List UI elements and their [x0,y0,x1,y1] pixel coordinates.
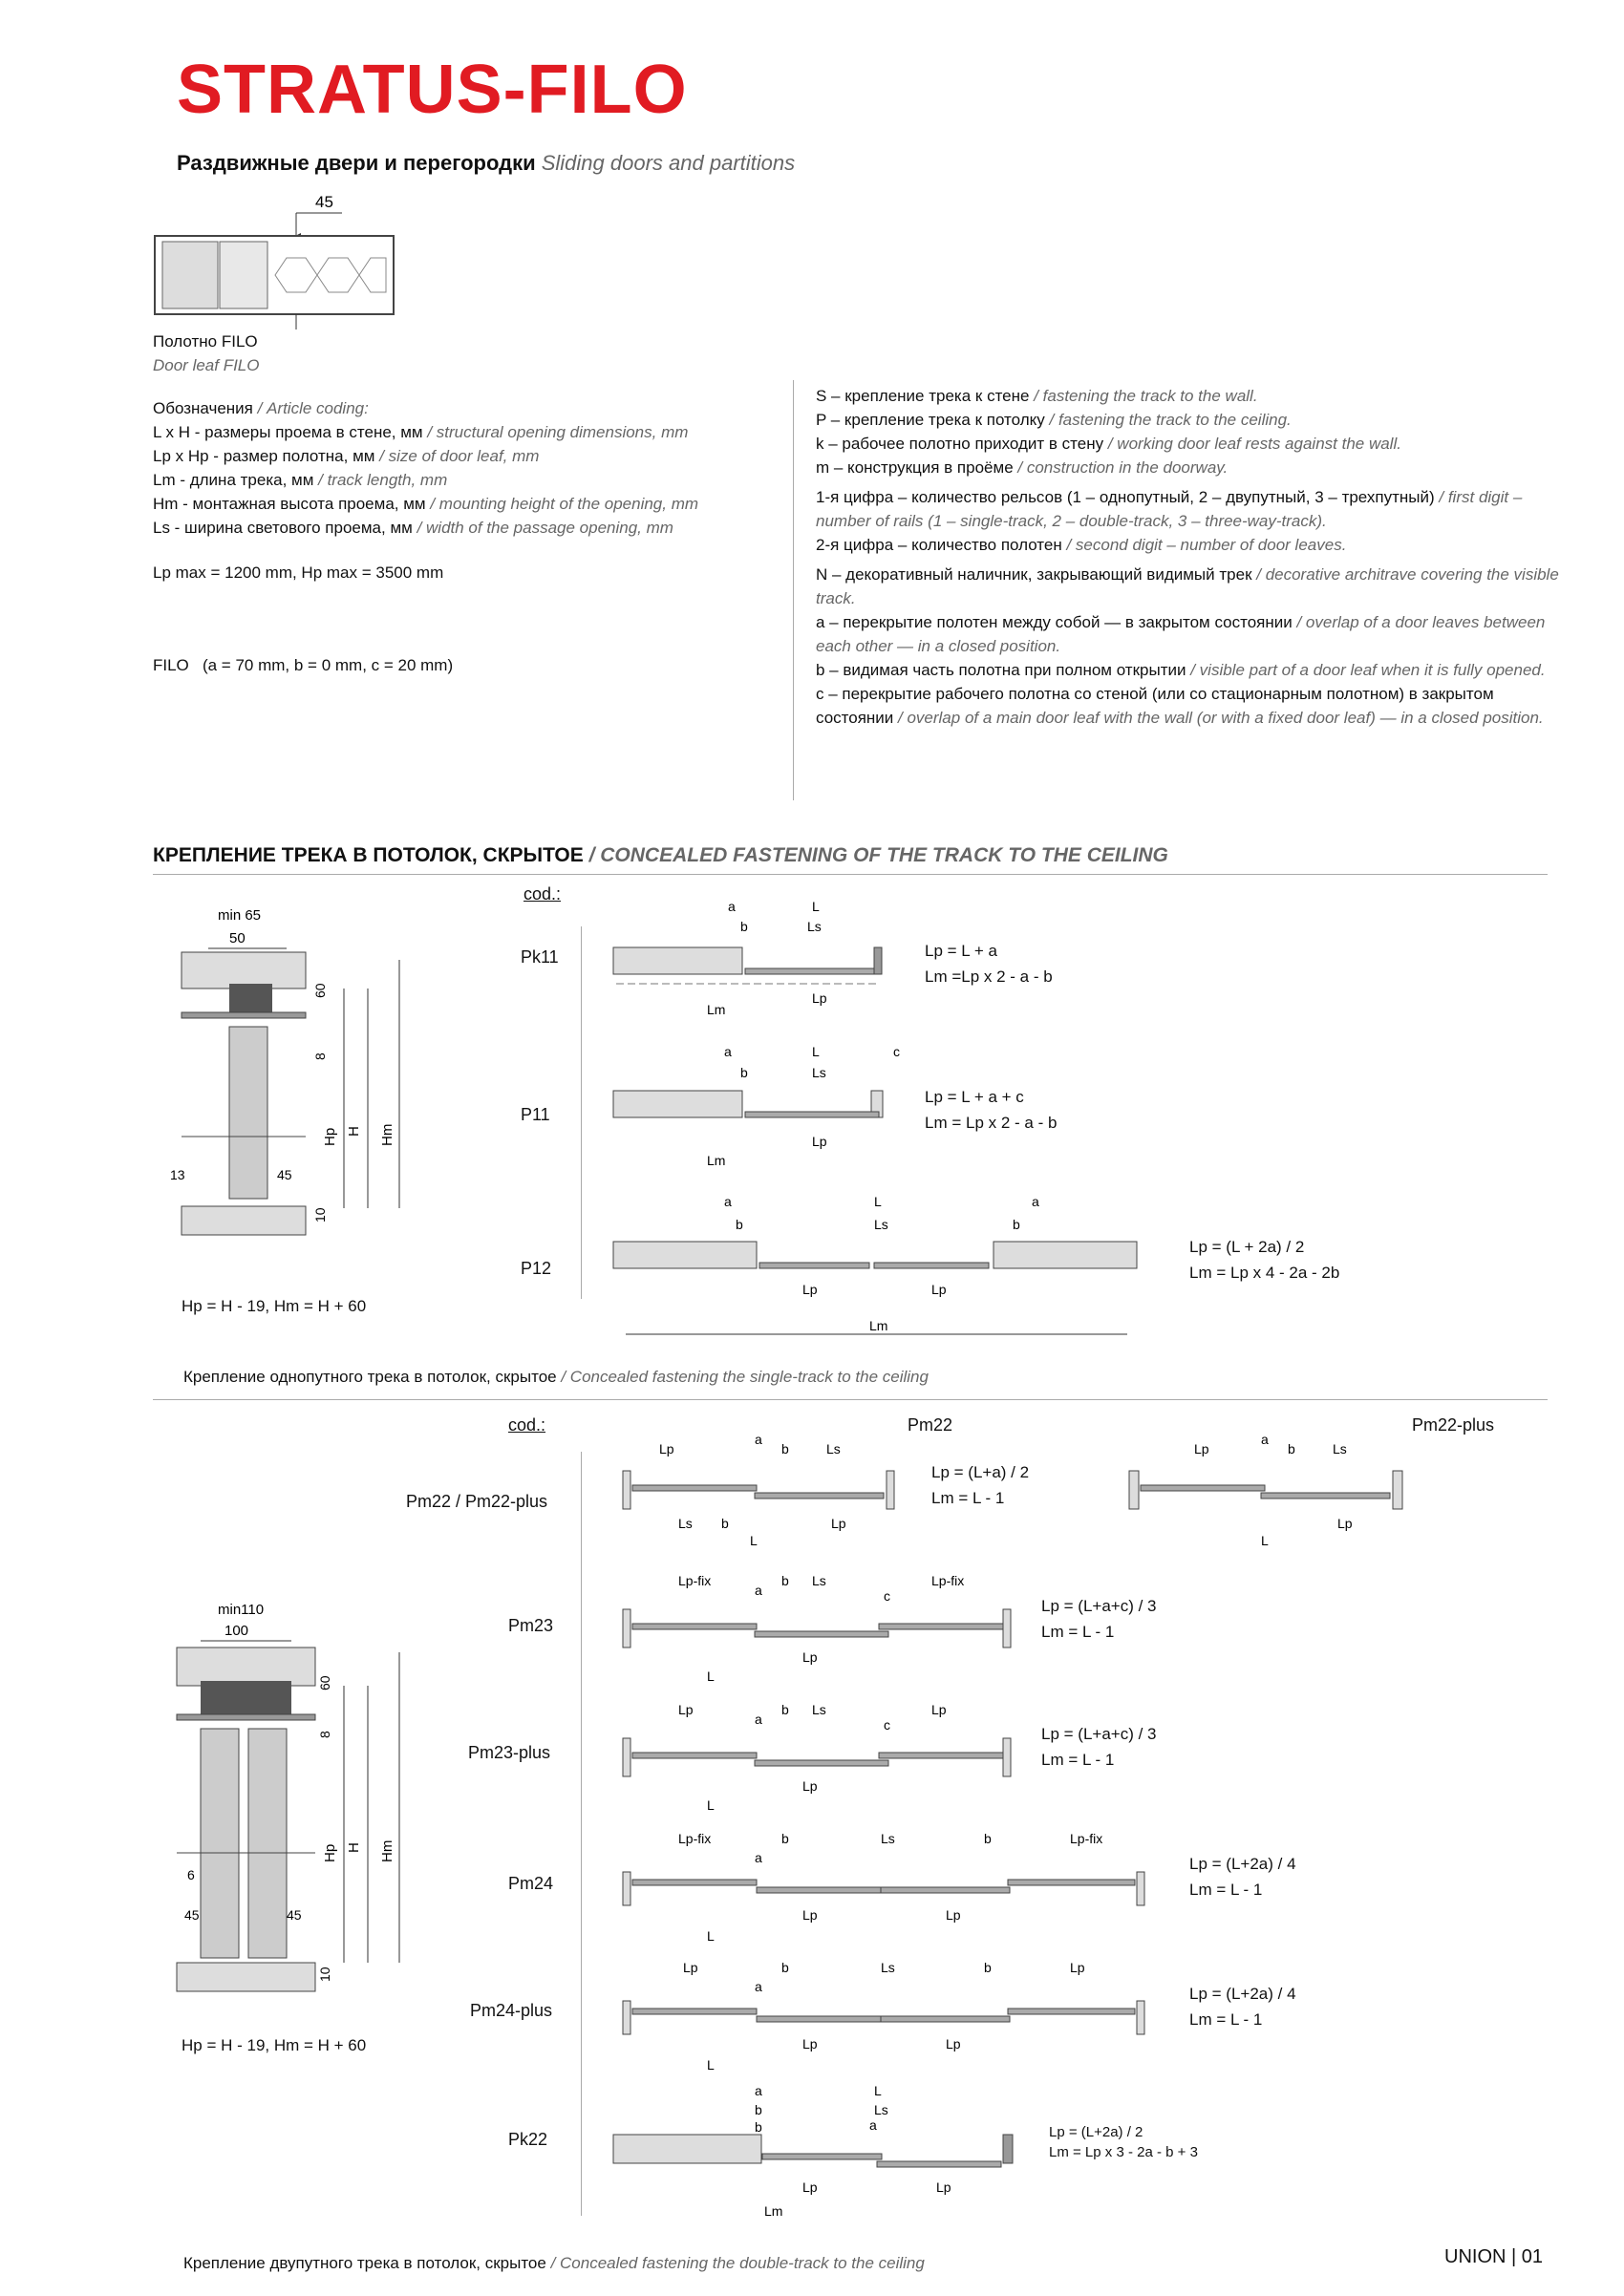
code-pm22: Pm22 / Pm22-plus [406,1492,548,1511]
label-Lp: Lp [1070,1960,1085,1975]
legend-codes [816,384,1561,730]
formula-line: Lp = (L+2a) / 2 [1049,2124,1143,2140]
legend-en: / overlap of a main door leaf with the wall (or with a fixed door leaf) — in a closed position. [898,709,1544,727]
legend-en: / construction in the doorway. [1017,458,1229,477]
label-Lp: Lp [802,1649,818,1665]
single-caption [183,1368,929,1387]
pm22-diagram [621,1433,908,1557]
door-leaf [1008,2009,1135,2014]
section-title-ru: КРЕПЛЕНИЕ ТРЕКА В ПОТОЛОК, СКРЫТОЕ [153,844,584,866]
label-b: b [781,1573,789,1588]
pm24plus-diagram [621,1953,1156,2077]
legend-ru: c – перекрытие рабочего полотна со стеной (или со стационарным полотном) в закрытом состоянии [816,685,1494,727]
pk11-diagram [611,898,917,1022]
coding-line-en: / track length, mm [318,471,448,489]
label-a: a [728,899,736,914]
wall-left [613,2135,761,2163]
label-Lp: Lp [812,990,827,1006]
formula-line: Lm = L - 1 [931,1489,1005,1507]
label-Lp: Lp [831,1516,846,1531]
coding-line-en: / structural opening dimensions, mm [427,423,689,441]
double-caption [183,2254,925,2273]
dim-10: 10 [317,1966,332,1982]
label-b: b [781,1831,789,1846]
label-Lp: Lp [812,1134,827,1149]
label-a: a [755,1432,762,1447]
door-leaf [632,1880,757,1885]
dim-6: 6 [187,1867,195,1882]
label-c: c [893,1044,900,1059]
door-leaf [632,1485,757,1491]
label-L: L [812,899,820,914]
label-Lp: Lp [802,1778,818,1794]
pm24plus-formula [1189,1981,1296,2032]
door-leaf [745,968,874,974]
label-Lp: Lp [683,1960,698,1975]
coding-line-ru: L x H - размеры проема в стене, мм [153,423,423,441]
label-L: L [707,2057,715,2073]
legend-ru: m – конструкция в проёме [816,458,1014,477]
label-b: b [1013,1217,1020,1232]
ceiling-slab [177,1648,315,1686]
pk22-formula [1049,2122,1198,2162]
code-pm24-plus: Pm24-plus [470,2001,553,2020]
label-a: a [755,1583,762,1598]
legend-en: / second digit – number of door leaves. [1066,536,1347,554]
dim-13: 13 [170,1167,185,1182]
label-Ls: Ls [1333,1441,1347,1456]
p12-formula [1189,1234,1339,1286]
single-code-divider [581,926,582,1299]
door-leaf [759,1263,869,1268]
code-p12: P12 [521,1259,552,1278]
wall-right [994,1242,1137,1268]
label-Lpfix: Lp-fix [1070,1831,1103,1846]
door-leaf [755,1493,884,1499]
label-Lp: Lp [946,2036,961,2052]
dim-60: 60 [312,983,328,998]
label-L: L [750,1533,758,1548]
code-pk11: Pk11 [521,947,559,967]
label-a: a [755,1850,762,1865]
label-Ls: Ls [812,1702,826,1717]
label-b: b [781,1702,789,1717]
double-cod-label: cod.: [508,1415,546,1435]
pm22-top-label: Pm22 [908,1415,953,1435]
wall-right [1003,2135,1013,2163]
label-b: b [781,1960,789,1975]
label-b: b [721,1516,729,1531]
door-leaf [745,1112,879,1117]
formula-line: Lp = (L+2a) / 4 [1189,1985,1296,2003]
door-leaf [632,1624,757,1629]
section-title-en: / CONCEALED FASTENING OF THE TRACK TO THE CEILING [588,844,1168,866]
pm24-formula [1189,1851,1296,1903]
pk22-diagram [611,2082,1032,2225]
wall-left [613,1091,742,1117]
formula-line: Lm = L - 1 [1189,1881,1263,1899]
pm23plus-diagram [621,1695,1022,1819]
dim-45: 45 [287,1907,302,1923]
dim-hm: Hm [379,1123,395,1146]
label-Lp: Lp [678,1702,694,1717]
label-Lm: Lm [707,1153,726,1168]
formula-line: Lp = (L+2a) / 4 [1189,1855,1296,1873]
legend-ru: b – видимая часть полотна при полном открытии [816,661,1186,679]
floor-slab [182,1206,306,1235]
label-Ls: Ls [807,919,822,934]
subtitle-en: Sliding doors and partitions [541,151,796,175]
pm23-diagram [621,1566,1022,1690]
double-code-divider [581,1452,582,2216]
label-Ls: Ls [881,1960,895,1975]
legend-ru: 2-я цифра – количество полотен [816,536,1062,554]
single-rule [153,1399,1548,1400]
label-L: L [707,1797,715,1813]
label-b: b [736,1217,743,1232]
pm24-diagram [621,1824,1156,1948]
formula-line: Lp = (L+a+c) / 3 [1041,1725,1157,1743]
formula-line: Lp = L + a [925,942,997,960]
leaf-dim-45: 45 [315,193,333,211]
filo-values: (a = 70 mm, b = 0 mm, c = 20 mm) [202,656,454,674]
label-L: L [874,2083,882,2098]
page-title: STRATUS-FILO [177,52,688,128]
label-Lp: Lp [802,1282,818,1297]
coding-heading-ru: Обозначения [153,399,253,417]
pm22plus-diagram [1127,1433,1414,1557]
pm22plus-top-label: Pm22-plus [1412,1415,1495,1435]
label-a: a [724,1044,732,1059]
label-Lm: Lm [707,1002,726,1017]
label-a: a [755,1979,762,1994]
label-Lp: Lp [1337,1516,1353,1531]
dim-100: 100 [224,1623,249,1639]
door-leaf [1008,1880,1135,1885]
single-hp-formula: Hp = H - 19, Hm = H + 60 [182,1297,367,1315]
label-Lm: Lm [764,2203,783,2219]
door-leaf [1261,1493,1390,1499]
formula-line: Lm = L - 1 [1041,1623,1115,1641]
dim-hm: Hm [379,1839,395,1862]
coding-line-ru: Lp x Hp - размер полотна, мм [153,447,375,465]
subtitle-ru: Раздвижные двери и перегородки [177,151,536,175]
label-Ls: Ls [812,1065,826,1080]
single-cod-label: cod.: [524,884,562,904]
legend-ru: P – крепление трека к потолку [816,411,1045,429]
dim-45: 45 [184,1907,200,1923]
formula-line: Lm = L - 1 [1041,1751,1115,1769]
legend-divider [793,380,794,800]
section-rule [153,874,1548,875]
door-leaf-section-drawing [153,186,401,339]
label-Ls: Ls [678,1516,693,1531]
legend-en: / overlap of a door leaves between each other — in a closed position. [816,613,1546,655]
code-pm23: Pm23 [508,1616,554,1635]
label-a: a [724,1194,732,1209]
label-a: a [1032,1194,1039,1209]
code-pk22: Pk22 [508,2130,548,2149]
label-Lp: Lp [931,1282,947,1297]
double-caption-ru: Крепление двупутного трека в потолок, скрытое [183,2254,546,2272]
door-leaf [881,1887,1010,1893]
door-leaf [877,2161,1001,2167]
label-L: L [812,1044,820,1059]
label-Lp: Lp [946,1907,961,1923]
article-coding [153,396,783,677]
label-L: L [874,1194,882,1209]
label-Lp: Lp [802,2036,818,2052]
label-b: b [740,1065,748,1080]
label-Lpfix: Lp-fix [678,1573,712,1588]
legend-en: / fastening the track to the wall. [1034,387,1258,405]
formula-line: Lm = Lp x 2 - a - b [925,1114,1058,1132]
label-Lp: Lp [802,1907,818,1923]
coding-line-ru: Ls - ширина светового проема, мм [153,519,413,537]
pm22-formula [931,1459,1029,1511]
dim-min65: min 65 [218,907,262,924]
coding-heading-en: / Article coding: [257,399,369,417]
label-Lpfix: Lp-fix [678,1831,712,1846]
legend-ru: 1-я цифра – количество рельсов (1 – однопутный, 2 – двупутный, 3 – трехпутный) [816,488,1435,506]
p11-formula [925,1084,1057,1136]
formula-line: Lp = (L+a+c) / 3 [1041,1597,1157,1615]
pm23-formula [1041,1593,1157,1645]
label-L: L [707,1928,715,1944]
dim-10: 10 [312,1207,328,1222]
door-leaf [757,2016,881,2022]
label-Lp: Lp [931,1702,947,1717]
legend-en: / working door leaf rests against the wall. [1107,435,1401,453]
pm23plus-formula [1041,1721,1157,1773]
coding-line-en: / mounting height of the opening, mm [430,495,699,513]
dim-8: 8 [312,1052,328,1060]
double-caption-en: / Concealed fastening the double-track to the ceiling [550,2254,925,2272]
dim-8: 8 [317,1731,332,1738]
ceiling-slab [182,952,306,989]
door-leaf [874,1263,989,1268]
coding-line-ru: Hm - монтажная высота проема, мм [153,495,426,513]
coding-line-en: / size of door leaf, mm [379,447,540,465]
label-a: a [755,2083,762,2098]
door-leaf [762,2154,882,2159]
label-Ls: Ls [881,1831,895,1846]
coding-max: Lp max = 1200 mm, Hp max = 3500 mm [153,563,444,582]
formula-line: Lm =Lp x 2 - a - b [925,967,1053,986]
double-hp-formula: Hp = H - 19, Hm = H + 60 [182,2036,367,2054]
track-profile [201,1681,291,1714]
label-c: c [884,1588,890,1604]
dim-50: 50 [229,930,246,946]
wall-right [874,947,882,974]
code-p11: P11 [521,1105,550,1124]
label-L: L [707,1669,715,1684]
section-title [153,844,1168,867]
leaf-label-ru: Полотно FILO [153,332,258,351]
filo-label: FILO [153,656,189,674]
door-leaf [755,1631,888,1637]
dim-min110: min110 [218,1602,265,1618]
formula-line: Lp = L + a + c [925,1088,1024,1106]
dim-60: 60 [317,1675,332,1690]
single-caption-ru: Крепление однопутного трека в потолок, скрытое [183,1368,557,1386]
dim-45: 45 [277,1167,292,1182]
door-leaf [755,1760,888,1766]
label-Lp: Lp [936,2179,951,2195]
legend-en: / visible part of a door leaf when it is fully opened. [1190,661,1546,679]
door-leaf [229,1027,267,1199]
dim-hp: Hp [322,1127,338,1146]
label-a: a [1261,1432,1269,1447]
floor-slab [177,1963,315,1991]
dim-hp: Hp [322,1843,338,1862]
dim-h: H [346,1842,362,1853]
door-leaf [881,2016,1010,2022]
formula-line: Lm = Lp x 3 - 2a - b + 3 [1049,2144,1198,2160]
label-Lp: Lp [1194,1441,1209,1456]
legend-ru: a – перекрытие полотен между собой — в закрытом состоянии [816,613,1293,631]
wall-left [613,947,742,974]
footer-page-label: UNION | 01 [1444,2246,1543,2267]
formula-line: Lm = L - 1 [1189,2010,1263,2029]
p12-diagram [611,1189,1146,1342]
door-leaf [879,1624,1003,1629]
track-profile [229,984,272,1012]
label-c: c [884,1717,890,1733]
leaf-label-en: Door leaf FILO [153,356,260,374]
formula-line: Lm = Lp x 4 - 2a - 2b [1189,1264,1340,1282]
label-Lm: Lm [869,1318,888,1333]
p11-diagram [611,1041,917,1175]
door-leaf [201,1729,239,1958]
pk11-formula [925,938,1053,989]
single-caption-en: / Concealed fastening the single-track to the ceiling [561,1368,929,1386]
label-Lp: Lp [802,2179,818,2195]
door-leaf [1141,1485,1265,1491]
double-track-profile-drawing [172,1595,420,2015]
label-Ls: Ls [812,1573,826,1588]
label-b: b [984,1831,992,1846]
code-pm23-plus: Pm23-plus [468,1743,551,1762]
label-b: b [740,919,748,934]
label-a: a [869,2117,877,2133]
label-Ls: Ls [874,2102,888,2117]
door-leaf [248,1729,287,1958]
code-pm24: Pm24 [508,1874,554,1893]
label-a: a [755,1711,762,1727]
legend-ru: N – декоративный наличник, закрывающий видимый трек [816,565,1252,584]
single-track-profile-drawing [172,893,420,1275]
legend-en: / fastening the track to the ceiling. [1049,411,1292,429]
label-b: b [755,2119,762,2135]
label-L: L [1261,1533,1269,1548]
wall-left [613,1242,757,1268]
label-b: b [781,1441,789,1456]
formula-line: Lp = (L+a) / 2 [931,1463,1030,1481]
label-Lpfix: Lp-fix [931,1573,965,1588]
legend-en: / first digit – number of rails (1 – single-track, 2 – double-track, 3 – three-way-track). [816,488,1523,530]
coding-line-en: / width of the passage opening, mm [417,519,673,537]
label-Ls: Ls [826,1441,841,1456]
legend-ru: S – крепление трека к стене [816,387,1030,405]
door-leaf [879,1753,1003,1758]
coding-line-ru: Lm - длина трека, мм [153,471,314,489]
label-Ls: Ls [874,1217,888,1232]
label-b: b [1288,1441,1295,1456]
page-subtitle [177,151,795,176]
door-leaf [757,1887,881,1893]
door-leaf [632,1753,757,1758]
leaf-label [153,330,260,377]
legend-en: / decorative architrave covering the visible track. [816,565,1559,607]
label-Lp: Lp [659,1441,674,1456]
label-b: b [984,1960,992,1975]
dim-h: H [346,1126,362,1137]
formula-line: Lp = (L + 2a) / 2 [1189,1238,1305,1256]
door-leaf [632,2009,757,2014]
legend-ru: k – рабочее полотно приходит в стену [816,435,1104,453]
label-b: b [755,2102,762,2117]
